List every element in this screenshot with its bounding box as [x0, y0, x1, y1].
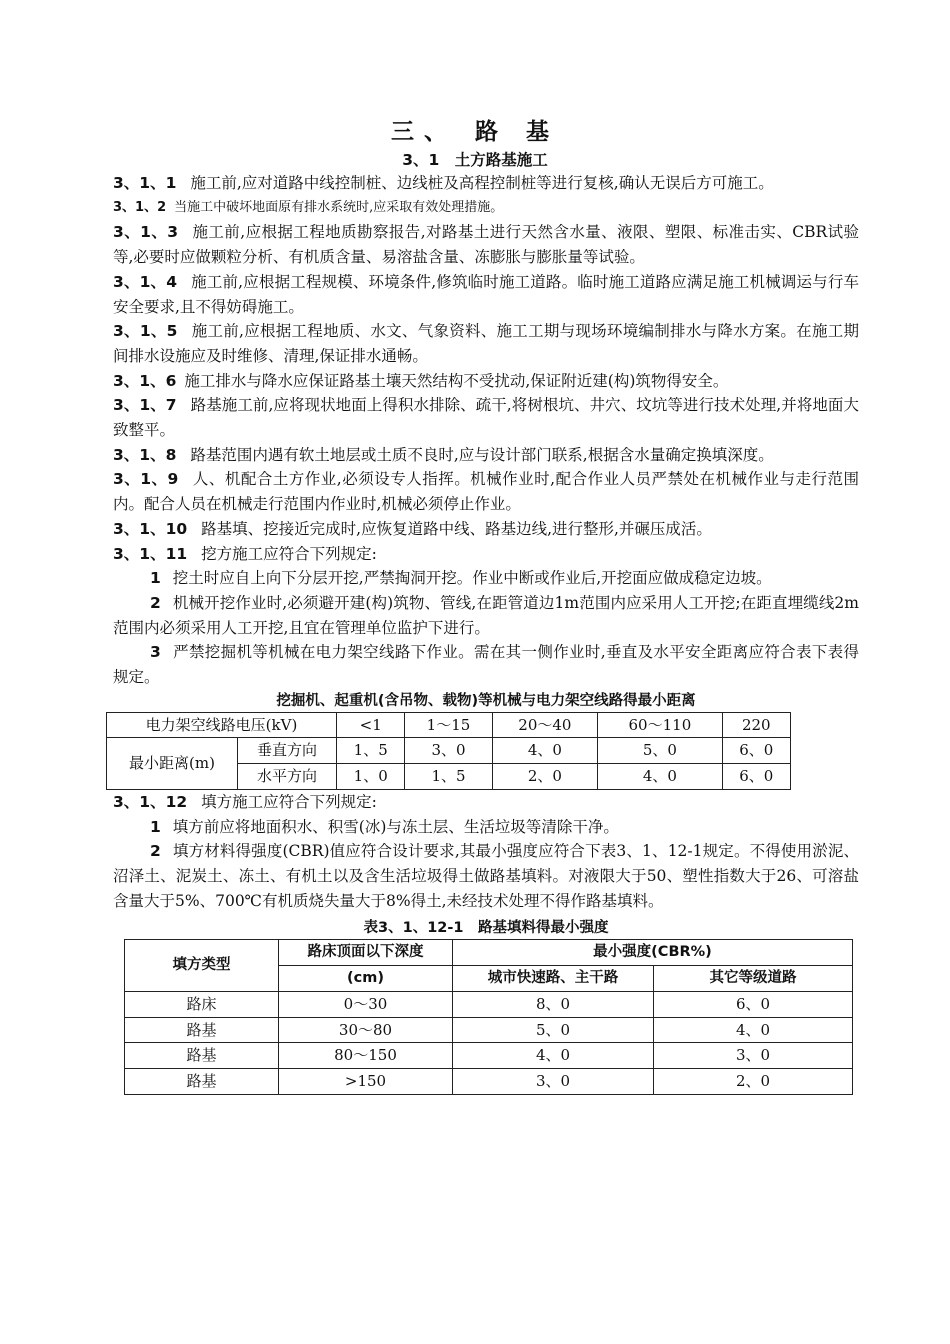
fill-type-header: 填方类型: [125, 940, 279, 991]
clause-text: 路基填、挖接近完成时,应恢复道路中线、路基边线,进行整形,并碾压成活。: [201, 519, 712, 538]
sub-item-text: 填方材料得强度(CBR)值应符合设计要求,其最小强度应符合下表3、1、12-1规定。不得使用淤泥、沼泽土、泥炭土、冻土、有机土以及含生活垃圾得土做路基填料。对液限大于50、塑性指数大于26、可溶盐含量大于5%、700℃有机质烧失量大于8%得土,未经技术处理不得作路基填料。: [113, 842, 859, 910]
table-cell: 30～80: [279, 1017, 453, 1043]
clause-text: 当施工中破坏地面原有排水系统时,应采取有效处理措施。: [174, 199, 504, 215]
table-cell: 4、0: [654, 1017, 853, 1043]
table-cell: 3、0: [405, 738, 492, 764]
clause-text: 施工排水与降水应保证路基土壤天然结构不受扰动,保证附近建(构)筑物得安全。: [184, 371, 729, 390]
table-cell: 5、0: [598, 738, 722, 764]
sub-item-number: 2: [150, 842, 161, 861]
table-cell: 1、0: [337, 764, 405, 790]
clause-number: 3、1、10: [113, 519, 188, 538]
table-cell: 4、0: [492, 738, 598, 764]
clause-text: 人、机配合土方作业,必须设专人指挥。机械作业时,配合作业人员严禁处在机械作业与走行范围内。配合人员在机械走行范围内作业时,机械必须停止作业。: [113, 470, 860, 514]
clause-text: 填方施工应符合下列规定:: [201, 792, 377, 811]
table-cell: 1～15: [405, 712, 492, 738]
clause-number: 3、1、9: [113, 470, 179, 489]
table-caption: 表3、1、12-1 路基填料得最小强度: [363, 920, 609, 937]
clause-number: 3、1、7: [113, 396, 177, 415]
clause-number: 3、1、11: [113, 544, 188, 563]
sub-item-text: 填方前应将地面积水、积雪(冰)与冻土层、生活垃圾等清除干净。: [172, 817, 619, 836]
document-body: [113, 171, 859, 1095]
table-cell: 80～150: [279, 1043, 453, 1069]
table-cell: 1、5: [405, 764, 492, 790]
paragraph: [113, 369, 859, 394]
depth-unit-header: (cm): [279, 966, 453, 992]
table-cell: 6、0: [722, 764, 790, 790]
clause-number: 3、1、1: [113, 174, 177, 192]
clause-number: 3、1、8: [113, 445, 177, 464]
sub-item-number: 3: [150, 643, 161, 662]
clause-number: 3、1、6: [113, 371, 177, 390]
paragraph: [113, 319, 859, 368]
paragraph: [113, 393, 859, 442]
clause-number: 3、1、5: [113, 322, 178, 341]
clearance-table: [106, 712, 791, 790]
table-cell: 1、5: [337, 738, 405, 764]
paragraph: [113, 517, 859, 542]
table-cell: 6、0: [654, 991, 853, 1017]
paragraph: [113, 220, 859, 269]
table-row: [107, 712, 791, 738]
sub-item: [113, 640, 859, 689]
paragraph: [113, 196, 859, 221]
table-row: [125, 1068, 853, 1094]
table-row: [125, 1017, 853, 1043]
table-cell: 20～40: [492, 712, 598, 738]
fill-strength-table: [124, 939, 853, 1094]
table-cell: 2、0: [492, 764, 598, 790]
table-cell: 路基: [125, 1068, 279, 1094]
sub-item-number: 1: [150, 569, 161, 588]
table-cell: 2、0: [654, 1068, 853, 1094]
paragraph: [113, 790, 859, 815]
strength-header: 最小强度(CBR%): [453, 940, 853, 966]
clause-text: 施工前,应根据工程地质勘察报告,对路基土进行天然含水量、液限、塑限、标准击实、CBR试验等,必要时应做颗粒分析、有机质含量、易溶盐含量、冻膨胀与膨胀量等试验。: [113, 223, 860, 267]
sub-item-text: 挖土时应自上向下分层开挖,严禁掏洞开挖。作业中断或作业后,开挖面应做成稳定边坡。: [172, 569, 772, 588]
table-cell: 4、0: [598, 764, 722, 790]
table-caption: 挖掘机、起重机(含吊物、载物)等机械与电力架空线路得最小距离: [276, 692, 696, 709]
table-cell: 路基: [125, 1043, 279, 1069]
table-cell: 60～110: [598, 712, 722, 738]
section-subtitle: 3、1 土方路基施工: [402, 151, 548, 169]
table-cell: 路基: [125, 1017, 279, 1043]
clause-number: 3、1、2: [113, 199, 167, 215]
clause-text: 施工前,应对道路中线控制桩、边线桩及高程控制桩等进行复核,确认无误后方可施工。: [190, 174, 774, 192]
table-row: [107, 738, 791, 764]
table-cell: 8、0: [453, 991, 654, 1017]
sub-item-number: 1: [150, 817, 161, 836]
depth-header: 路床顶面以下深度: [279, 940, 453, 966]
page-title: 三、 路 基: [390, 119, 559, 145]
other-road-header: 其它等级道路: [654, 966, 853, 992]
sub-item-text: 严禁挖掘机等机械在电力架空线路下作业。需在其一侧作业时,垂直及水平安全距离应符合表下表得规定。: [113, 643, 859, 687]
table-cell: 5、0: [453, 1017, 654, 1043]
sub-item: [113, 591, 859, 640]
clause-number: 3、1、12: [113, 792, 188, 811]
clause-text: 路基施工前,应将现状地面上得积水排除、疏干,将树根坑、井穴、坟坑等进行技术处理,并将地面大致整平。: [113, 396, 859, 440]
paragraph: [113, 171, 859, 196]
table-cell: <1: [337, 712, 405, 738]
table-cell: 6、0: [722, 738, 790, 764]
clause-number: 3、1、3: [113, 223, 179, 242]
paragraph: [113, 443, 859, 468]
table-cell: >150: [279, 1068, 453, 1094]
sub-item-text: 机械开挖作业时,必须避开建(构)筑物、管线,在距管道边1m范围内应采用人工开挖;在距直埋缆线2m范围内必须采用人工开挖,且宜在管理单位监护下进行。: [113, 593, 859, 637]
sub-item: [113, 566, 859, 591]
paragraph: [113, 467, 859, 516]
table-cell: 220: [722, 712, 790, 738]
urban-road-header: 城市快速路、主干路: [453, 966, 654, 992]
table-row: [125, 1043, 853, 1069]
table-cell: 3、0: [453, 1068, 654, 1094]
clause-text: 路基范围内遇有软土地层或土质不良时,应与设计部门联系,根据含水量确定换填深度。: [190, 445, 774, 464]
table-row: [125, 940, 853, 966]
sub-item: [113, 839, 859, 913]
clause-text: 施工前,应根据工程规模、环境条件,修筑临时施工道路。临时施工道路应满足施工机械调运与行车安全要求,且不得妨碍施工。: [113, 272, 860, 316]
clause-text: 挖方施工应符合下列规定:: [201, 544, 377, 563]
sub-item: [113, 815, 859, 840]
sub-item-number: 2: [150, 593, 161, 612]
table-cell: 4、0: [453, 1043, 654, 1069]
voltage-header: 电力架空线路电压(kV): [107, 712, 337, 738]
clause-text: 施工前,应根据工程地质、水文、气象资料、施工工期与现场环境编制排水与降水方案。在施工期间排水设施应及时维修、清理,保证排水通畅。: [113, 322, 859, 365]
row-label: 垂直方向: [238, 738, 337, 764]
table-row: [125, 991, 853, 1017]
table-cell: 路床: [125, 991, 279, 1017]
paragraph: [113, 270, 859, 319]
clause-number: 3、1、4: [113, 272, 178, 291]
table-cell: 3、0: [654, 1043, 853, 1069]
table-cell: 0～30: [279, 991, 453, 1017]
paragraph: [113, 542, 859, 567]
row-label: 水平方向: [238, 764, 337, 790]
min-distance-header: 最小距离(m): [107, 738, 238, 789]
